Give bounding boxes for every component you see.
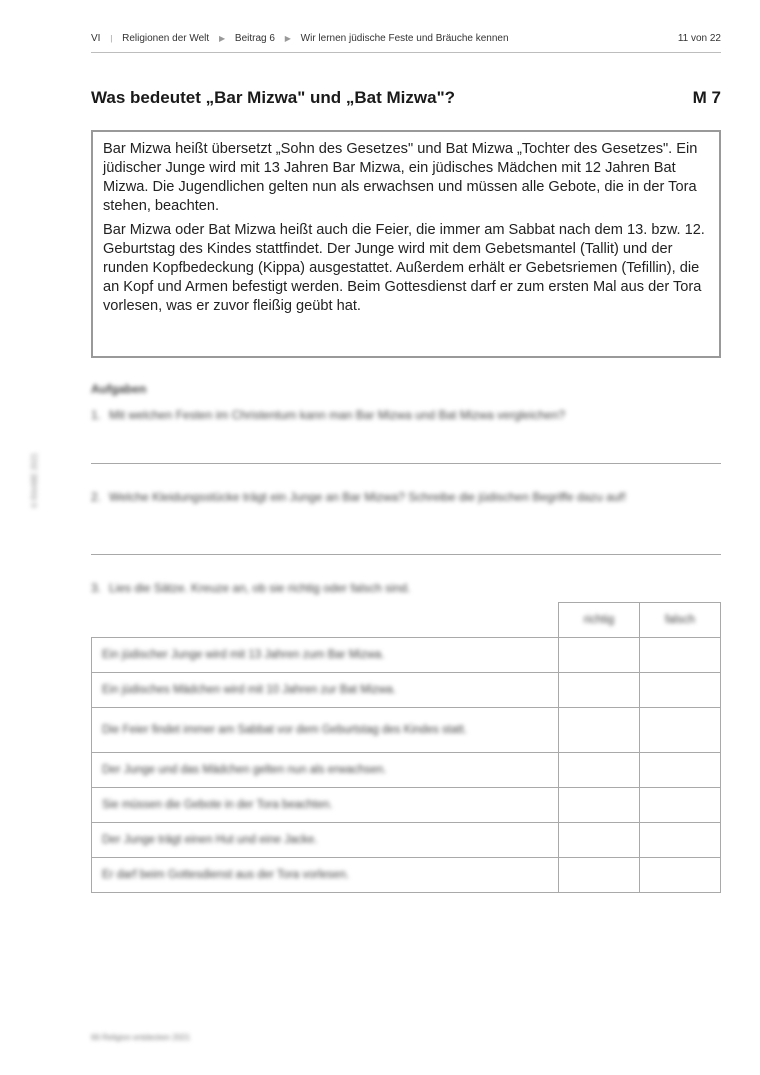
answer-line[interactable]: [91, 463, 721, 464]
checkbox-falsch[interactable]: [640, 708, 721, 753]
table-row: [92, 638, 721, 673]
header-divider: [91, 52, 721, 53]
page-footer: 66 Religion entdecken 2021: [91, 1033, 191, 1042]
side-copyright: © RAABE 2021: [30, 452, 39, 508]
table-row: [92, 753, 721, 788]
statement-cell: Ein jüdisches Mädchen wird mit 10 Jahren zur Bat Mizwa.: [92, 673, 559, 708]
table-row: [92, 858, 721, 893]
task-text: Mit welchen Festen im Christentum kann man Bar Mizwa und Bat Mizwa vergleichen?: [109, 408, 566, 422]
statement-cell: Ein jüdischer Junge wird mit 13 Jahren zum Bar Mizwa.: [92, 638, 559, 673]
checkbox-richtig[interactable]: [559, 858, 640, 893]
statement-cell: Sie müssen die Gebote in der Tora beachten.: [92, 788, 559, 823]
task-3: [91, 577, 721, 599]
table-header-empty: [92, 603, 559, 638]
material-tag: M 7: [692, 88, 721, 107]
task-text: Lies die Sätze. Kreuze an, ob sie richtig oder falsch sind.: [109, 581, 411, 595]
task-1: [91, 404, 721, 426]
task-number: 1.: [91, 408, 102, 422]
checkbox-falsch[interactable]: [640, 673, 721, 708]
page-title: Was bedeutet „Bar Mizwa" und „Bat Mizwa"?: [91, 88, 456, 107]
checkbox-falsch[interactable]: [640, 788, 721, 823]
checkbox-richtig[interactable]: [559, 708, 640, 753]
checkbox-richtig[interactable]: [559, 638, 640, 673]
statement-cell: Die Feier findet immer am Sabbat vor dem Geburtstag des Kindes statt.: [92, 708, 559, 753]
info-paragraph-1: Bar Mizwa heißt übersetzt „Sohn des Gesetzes" und Bat Mizwa „Tochter des Gesetzes". Ein jüdischer Junge wird mit 13 Jahren Bar Mizwa, ein jüdisches Mädchen mit 12 Jahren Bat Mizwa. Die Jugendlichen gelten nun als erwachsen und müssen alle Gebote, die in der Tora stehen, beachten.: [103, 141, 698, 214]
answer-line[interactable]: [91, 554, 721, 555]
checkbox-richtig[interactable]: [559, 788, 640, 823]
table-header-row: [92, 603, 721, 638]
column-falsch: falsch: [640, 603, 721, 638]
tasks-heading: Aufgaben: [91, 382, 147, 396]
checkbox-falsch[interactable]: [640, 753, 721, 788]
table-row: [92, 788, 721, 823]
chevron-right-icon: ▶: [218, 34, 226, 43]
column-richtig: richtig: [559, 603, 640, 638]
checkbox-falsch[interactable]: [640, 823, 721, 858]
statement-cell: Der Junge trägt einen Hut und eine Jacke.: [92, 823, 559, 858]
statement-cell: Er darf beim Gottesdienst aus der Tora vorlesen.: [92, 858, 559, 893]
statement-cell: Der Junge und das Mädchen gelten nun als erwachsen.: [92, 753, 559, 788]
chevron-right-icon: ▶: [284, 34, 291, 43]
checkbox-falsch[interactable]: [640, 858, 721, 893]
checkbox-richtig[interactable]: [559, 753, 640, 788]
section-label: VI: [91, 33, 101, 44]
task-number: 3.: [91, 581, 102, 595]
table-row: [92, 673, 721, 708]
page-header: [91, 33, 721, 49]
table-row: [92, 823, 721, 858]
task-2: [91, 486, 721, 508]
checkbox-richtig[interactable]: [559, 823, 640, 858]
task-number: 2.: [91, 490, 102, 504]
info-paragraph-2: Bar Mizwa oder Bat Mizwa heißt auch die Feier, die immer am Sabbat nach dem 13. bzw. 12. Geburtstag des Kindes stattfindet. Der Junge wird mit dem Gebetsmantel (Tallit) und der runden Kopfbedeckung (Kippa) ausgestattet. Außerdem erhält er Gebetsriemen (Tefillin), die an Kopf und Armen befestigt werden. Beim Gottesdienst darf er zum ersten Mal aus der Tora vorlesen, was er zuvor fleißig geübt hat.: [103, 222, 705, 314]
contribution-label: Beitrag 6: [234, 33, 275, 44]
checkbox-falsch[interactable]: [640, 638, 721, 673]
page-number: 11 von 22: [677, 33, 721, 44]
separator-icon: |: [110, 34, 113, 43]
table-row: [92, 708, 721, 753]
subtitle-label: Wir lernen jüdische Feste und Bräuche kennen: [300, 33, 509, 44]
true-false-table: [91, 602, 721, 893]
topic-label: Religionen der Welt: [122, 33, 210, 44]
checkbox-richtig[interactable]: [559, 673, 640, 708]
task-text: Welche Kleidungsstücke trägt ein Junge an Bar Mizwa? Schreibe die jüdischen Begriffe dazu auf!: [109, 490, 627, 504]
info-box: [91, 130, 721, 358]
breadcrumb: [91, 33, 516, 44]
